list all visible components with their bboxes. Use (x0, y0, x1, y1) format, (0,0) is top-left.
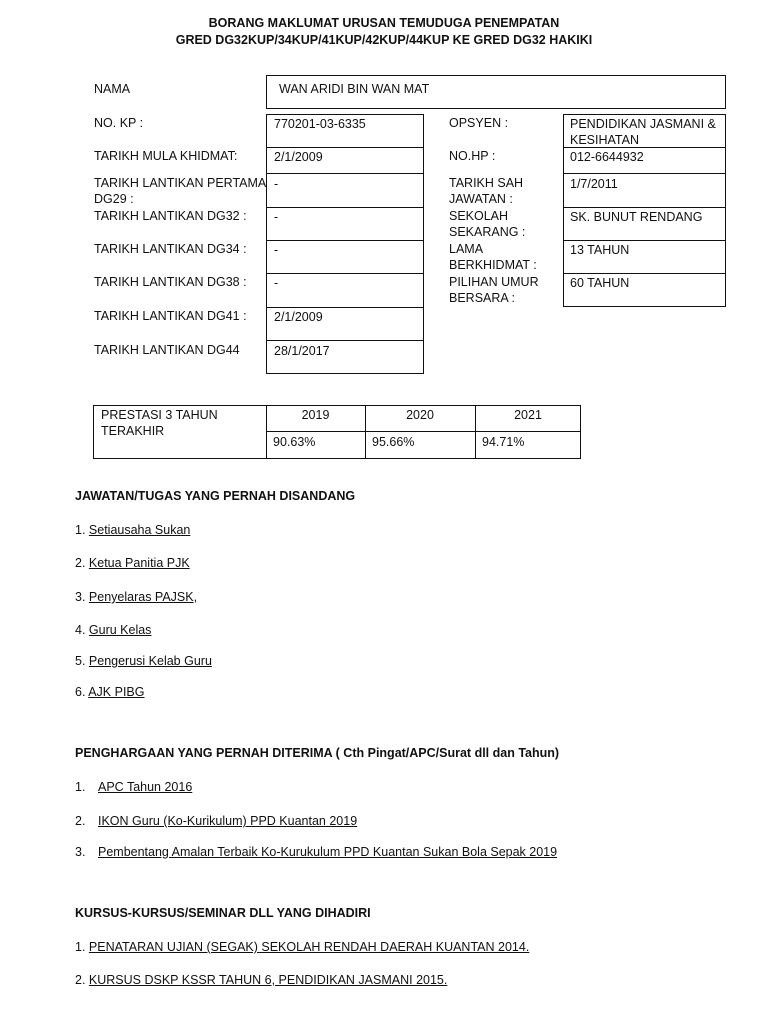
list-item: 4. Guru Kelas (75, 623, 152, 637)
lama-berkhidmat-value: 13 TAHUN (570, 243, 630, 257)
list-item: IKON Guru (Ko-Kurikulum) PPD Kuantan 2019 (98, 814, 358, 828)
list-item: APC Tahun 2016 (98, 780, 193, 794)
penghargaan-heading: PENGHARGAAN YANG PERNAH DITERIMA ( Cth Pingat/APC/Surat dll dan Tahun) (75, 746, 560, 760)
tarikh-mula-khidmat-value: 2/1/2009 (274, 150, 323, 164)
list-item-number: 1. (75, 780, 86, 794)
prestasi-value-2020: 95.66% (372, 435, 415, 449)
tarikh-lantikan-dg34-label: TARIKH LANTIKAN DG34 : (94, 242, 247, 256)
list-item: 5. Pengerusi Kelab Guru (75, 654, 212, 668)
prestasi-year-2019: 2019 (301, 408, 330, 422)
list-item: 1. PENATARAN UJIAN (SEGAK) SEKOLAH RENDAH DAERAH KUANTAN 2014. (75, 940, 530, 954)
tarikh-lantikan-dg34-value: - (274, 243, 279, 257)
list-item: 2. Ketua Panitia PJK (75, 556, 190, 570)
tarikh-lantikan-dg32-label: TARIKH LANTIKAN DG32 : (94, 209, 247, 223)
tarikh-lantikan-dg38-label: TARIKH LANTIKAN DG38 : (94, 275, 247, 289)
sekolah-sekarang-value: SK. BUNUT RENDANG (570, 210, 703, 224)
prestasi-value-2019: 90.63% (273, 435, 316, 449)
pilihan-umur-bersara-value: 60 TAHUN (570, 276, 630, 290)
tarikh-sah-jawatan-label: TARIKH SAH JAWATAN : (449, 176, 524, 206)
sekolah-sekarang-label: SEKOLAH SEKARANG : (449, 209, 526, 239)
list-item: 6. AJK PIBG (75, 685, 145, 699)
form-title: BORANG MAKLUMAT URUSAN TEMUDUGA PENEMPATAN (208, 16, 560, 30)
list-item: 2. KURSUS DSKP KSSR TAHUN 6, PENDIDIKAN JASMANI 2015. (75, 973, 448, 987)
lama-berkhidmat-label: LAMA BERKHIDMAT : (449, 242, 537, 272)
nama-value: WAN ARIDI BIN WAN MAT (279, 82, 430, 96)
kursus-heading: KURSUS-KURSUS/SEMINAR DLL YANG DIHADIRI (75, 906, 371, 920)
tarikh-lantikan-dg44-label: TARIKH LANTIKAN DG44 (94, 343, 240, 357)
tarikh-lantikan-dg29-label: TARIKH LANTIKAN PERTAMA DG29 : (94, 176, 266, 206)
no-hp-label: NO.HP : (449, 149, 496, 163)
nama-box (266, 75, 726, 109)
list-item: Pembentang Amalan Terbaik Ko-Kurukulum PPD Kuantan Sukan Bola Sepak 2019 (98, 845, 558, 859)
jawatan-heading: JAWATAN/TUGAS YANG PERNAH DISANDANG (75, 489, 356, 503)
list-item: 3. Penyelaras PAJSK, (75, 590, 198, 604)
prestasi-value-2021: 94.71% (482, 435, 525, 449)
list-item-number: 3. (75, 845, 86, 859)
opsyen-value: PENDIDIKAN JASMANI & KESIHATAN (570, 117, 716, 147)
opsyen-label: OPSYEN : (449, 116, 509, 130)
form-subtitle: GRED DG32KUP/34KUP/41KUP/42KUP/44KUP KE GRED DG32 HAKIKI (175, 33, 593, 47)
pilihan-umur-bersara-label: PILIHAN UMUR BERSARA : (449, 275, 539, 305)
no-kp-value: 770201-03-6335 (274, 117, 366, 131)
no-hp-value: 012-6644932 (570, 150, 644, 164)
tarikh-lantikan-dg41-label: TARIKH LANTIKAN DG41 : (94, 309, 247, 323)
prestasi-year-2021: 2021 (514, 408, 542, 422)
tarikh-lantikan-dg38-value: - (274, 276, 279, 290)
tarikh-lantikan-dg29-value: - (274, 177, 279, 191)
tarikh-lantikan-dg41-value: 2/1/2009 (274, 310, 323, 324)
nama-label: NAMA (94, 82, 131, 96)
tarikh-sah-jawatan-value: 1/7/2011 (570, 177, 618, 191)
prestasi-year-2020: 2020 (406, 408, 434, 422)
tarikh-lantikan-dg32-value: - (274, 210, 279, 224)
list-item: 1. Setiausaha Sukan (75, 523, 191, 537)
no-kp-label: NO. KP : (94, 116, 144, 130)
prestasi-label: PRESTASI 3 TAHUN TERAKHIR (101, 408, 218, 438)
list-item-number: 2. (75, 814, 86, 828)
tarikh-mula-khidmat-label: TARIKH MULA KHIDMAT: (94, 149, 238, 163)
tarikh-lantikan-dg44-value: 28/1/2017 (274, 344, 330, 358)
